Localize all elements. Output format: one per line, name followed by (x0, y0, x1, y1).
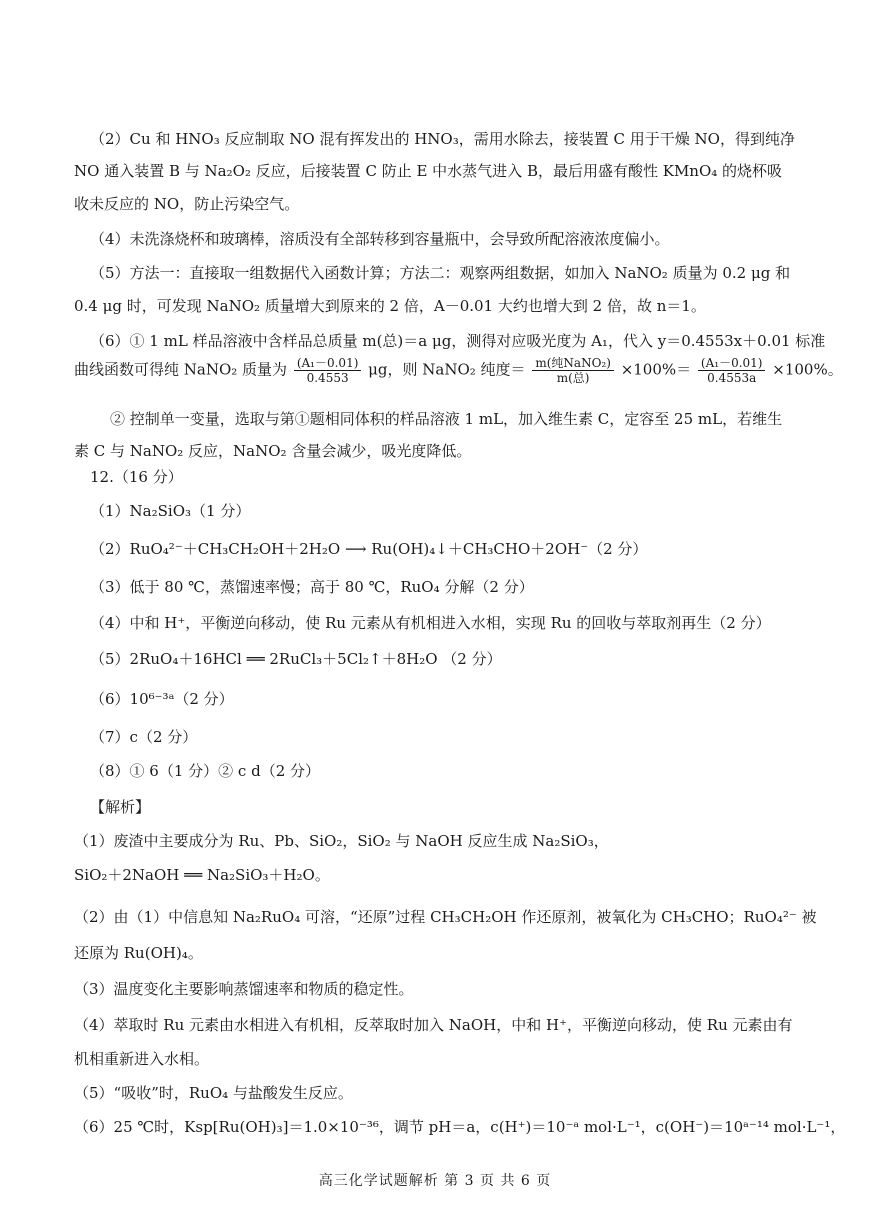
answer-6-text-d: ×100%。 (772, 360, 843, 379)
analysis-1-line-1: （1）废渣中主要成分为 Ru、Pb、SiO₂，SiO₂ 与 NaOH 反应生成 Na₂SiO₃， (74, 832, 609, 850)
answer-4: （4）未洗涤烧杯和玻璃棒，溶质没有全部转移到容量瓶中，会导致所配溶液浓度偏小。 (90, 230, 670, 248)
analysis-4-line-1: （4）萃取时 Ru 元素由水相进入有机相，反萃取时加入 NaOH，中和 H⁺，平衡逆向移动，使 Ru 元素由有 (74, 1016, 793, 1034)
q12-answer-2: （2）RuO₄²⁻＋CH₃CH₂OH＋2H₂O ⟶ Ru(OH)₄↓＋CH₃CHO＋2OH⁻（2 分） (90, 540, 648, 558)
q12-answer-6: （6）10⁶⁻³ᵃ（2 分） (90, 690, 234, 708)
analysis-4-line-2: 机相重新进入水相。 (74, 1050, 210, 1068)
analysis-1-line-2: SiO₂＋2NaOH ══ Na₂SiO₃＋H₂O。 (74, 866, 330, 884)
fraction-purity-numerator: m(纯NaNO₂) (532, 356, 614, 371)
fraction-purity (532, 356, 614, 385)
analysis-2-line-1: （2）由（1）中信息知 Na₂RuO₄ 可溶，“还原”过程 CH₃CH₂OH 作还原剂，被氧化为 CH₃CHO；RuO₄²⁻ 被 (74, 908, 817, 926)
answer-2-line-3: 收未反应的 NO，防止污染空气。 (74, 195, 300, 213)
answer-6-text-c: ×100%＝ (620, 360, 692, 379)
q12-answer-4: （4）中和 H⁺，平衡逆向移动，使 Ru 元素从有机相进入水相，实现 Ru 的回收与萃取剂再生（2 分） (90, 614, 771, 632)
answer-2-line-1: （2）Cu 和 HNO₃ 反应制取 NO 混有挥发出的 HNO₃，需用水除去，接装置 C 用于干燥 NO，得到纯净 (90, 130, 795, 148)
q12-answer-7: （7）c（2 分） (90, 728, 198, 746)
answer-6-line-2 (74, 356, 843, 385)
fraction-result-numerator: (A₁－0.01) (698, 356, 766, 371)
answer-6-part2-line-1: ② 控制单一变量，选取与第①题相同体积的样品溶液 1 mL，加入维生素 C，定容至 25 mL，若维生 (110, 410, 783, 428)
analysis-5: （5）“吸收”时，RuO₄ 与盐酸发生反应。 (74, 1084, 353, 1102)
answer-6-text-a: 曲线函数可得纯 NaNO₂ 质量为 (74, 360, 288, 379)
answer-5-line-1: （5）方法一：直接取一组数据代入函数计算；方法二：观察两组数据，如加入 NaNO₂ 质量为 0.2 μg 和 (90, 264, 791, 282)
analysis-6: （6）25 ℃时，Ksp[Ru(OH)₃]＝1.0×10⁻³⁶，调节 pH＝a，c(H⁺)＝10⁻ᵃ mol·L⁻¹，c(OH⁻)＝10ᵃ⁻¹⁴ mol·L⁻¹， (74, 1118, 846, 1136)
fraction-mass (294, 356, 362, 385)
q12-answer-3: （3）低于 80 ℃，蒸馏速率慢；高于 80 ℃，RuO₄ 分解（2 分） (90, 578, 534, 596)
analysis-2-line-2: 还原为 Ru(OH)₄。 (74, 944, 203, 962)
fraction-purity-denominator: m(总) (556, 371, 590, 385)
fraction-mass-numerator: (A₁－0.01) (294, 356, 362, 371)
answer-6-part2-line-2: 素 C 与 NaNO₂ 反应，NaNO₂ 含量会减少，吸光度降低。 (74, 442, 472, 460)
fraction-result (698, 356, 766, 385)
q12-answer-1: （1）Na₂SiO₃（1 分） (90, 502, 251, 520)
q12-answer-8: （8）① 6（1 分）② c d（2 分） (90, 762, 321, 780)
q12-answer-5: （5）2RuO₄＋16HCl ══ 2RuCl₃＋5Cl₂↑＋8H₂O （2 分） (90, 650, 502, 668)
answer-2-line-2: NO 通入装置 B 与 Na₂O₂ 反应，后接装置 C 防止 E 中水蒸气进入 B，最后用盛有酸性 KMnO₄ 的烧杯吸 (74, 162, 783, 180)
page-footer: 高三化学试题解析 第 3 页 共 6 页 (318, 1173, 552, 1189)
answer-6-text-b: μg，则 NaNO₂ 纯度＝ (368, 360, 526, 379)
answer-5-line-2: 0.4 μg 时，可发现 NaNO₂ 质量增大到原来的 2 倍，A－0.01 大约也增大到 2 倍，故 n＝1。 (74, 297, 706, 315)
fraction-mass-denominator: 0.4553 (306, 371, 349, 385)
question-12-title: 12.（16 分） (90, 468, 183, 486)
fraction-result-denominator: 0.4553a (707, 371, 757, 385)
analysis-3: （3）温度变化主要影响蒸馏速率和物质的稳定性。 (74, 980, 414, 998)
answer-6-line-1: （6）① 1 mL 样品溶液中含样品总质量 m(总)＝a μg，测得对应吸光度为 A₁，代入 y＝0.4553x＋0.01 标准 (90, 332, 826, 350)
analysis-heading: 【解析】 (90, 798, 151, 816)
